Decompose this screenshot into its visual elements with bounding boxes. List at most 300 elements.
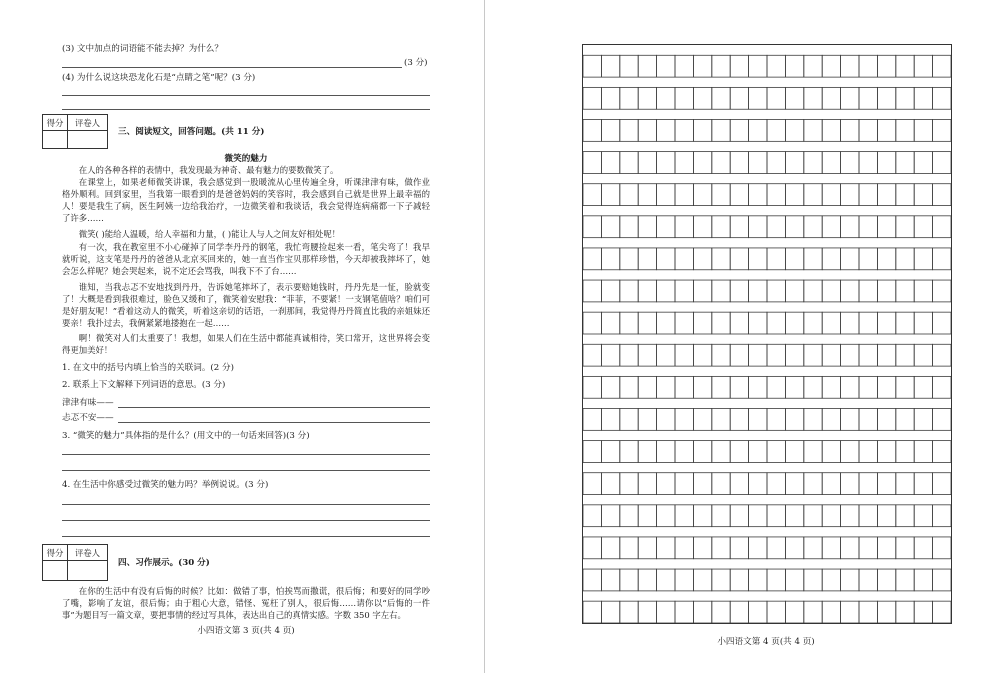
grid-cell[interactable]	[749, 473, 767, 495]
grid-cell[interactable]	[785, 344, 803, 366]
grid-cell[interactable]	[601, 280, 619, 302]
answer-line[interactable]	[62, 109, 430, 110]
grid-cell[interactable]	[712, 55, 730, 77]
grid-cell[interactable]	[767, 55, 785, 77]
grid-cell[interactable]	[767, 537, 785, 559]
grid-cell[interactable]	[767, 376, 785, 398]
grid-cell[interactable]	[896, 537, 914, 559]
grid-cell[interactable]	[620, 248, 638, 270]
grid-cell[interactable]	[749, 184, 767, 206]
grid-cell[interactable]	[767, 216, 785, 238]
grid-cell[interactable]	[712, 152, 730, 174]
grid-cell[interactable]	[601, 344, 619, 366]
grid-cell[interactable]	[859, 152, 877, 174]
grid-cell[interactable]	[822, 441, 840, 463]
grid-cell[interactable]	[841, 87, 859, 109]
grid-cell[interactable]	[657, 537, 675, 559]
grid-cell[interactable]	[785, 376, 803, 398]
answer-line[interactable]	[62, 454, 430, 455]
grid-cell[interactable]	[730, 409, 748, 431]
grid-cell[interactable]	[675, 441, 693, 463]
grid-cell[interactable]	[620, 537, 638, 559]
grid-cell[interactable]	[693, 120, 711, 142]
grid-cell[interactable]	[841, 312, 859, 334]
grid-cell[interactable]	[877, 537, 895, 559]
grid-cell[interactable]	[693, 344, 711, 366]
grid-cell[interactable]	[785, 280, 803, 302]
grid-cell[interactable]	[804, 441, 822, 463]
grid-cell[interactable]	[712, 409, 730, 431]
grid-cell[interactable]	[620, 120, 638, 142]
answer-line[interactable]	[62, 67, 402, 68]
grid-cell[interactable]	[583, 280, 601, 302]
grid-cell[interactable]	[657, 280, 675, 302]
grid-cell[interactable]	[933, 473, 951, 495]
grid-cell[interactable]	[933, 312, 951, 334]
grid-cell[interactable]	[693, 152, 711, 174]
grid-cell[interactable]	[675, 87, 693, 109]
grid-cell[interactable]	[841, 505, 859, 527]
grid-cell[interactable]	[877, 409, 895, 431]
grid-cell[interactable]	[841, 441, 859, 463]
grid-cell[interactable]	[583, 376, 601, 398]
grid-cell[interactable]	[914, 569, 932, 591]
grid-cell[interactable]	[896, 344, 914, 366]
grid-cell[interactable]	[620, 601, 638, 623]
grid-cell[interactable]	[822, 376, 840, 398]
grid-cell[interactable]	[638, 601, 656, 623]
grid-cell[interactable]	[583, 312, 601, 334]
grid-cell[interactable]	[767, 569, 785, 591]
grid-cell[interactable]	[638, 55, 656, 77]
grid-cell[interactable]	[601, 409, 619, 431]
grid-cell[interactable]	[693, 569, 711, 591]
grid-cell[interactable]	[675, 184, 693, 206]
grid-cell[interactable]	[693, 55, 711, 77]
grid-cell[interactable]	[896, 248, 914, 270]
grid-cell[interactable]	[620, 505, 638, 527]
grid-cell[interactable]	[675, 376, 693, 398]
grid-cell[interactable]	[730, 216, 748, 238]
grid-cell[interactable]	[822, 55, 840, 77]
grid-cell[interactable]	[749, 441, 767, 463]
grid-cell[interactable]	[914, 152, 932, 174]
grid-cell[interactable]	[601, 601, 619, 623]
grid-cell[interactable]	[749, 601, 767, 623]
grid-cell[interactable]	[620, 441, 638, 463]
grid-row[interactable]	[583, 280, 951, 302]
grid-cell[interactable]	[620, 409, 638, 431]
grid-cell[interactable]	[638, 441, 656, 463]
grid-cell[interactable]	[804, 120, 822, 142]
grid-cell[interactable]	[933, 152, 951, 174]
grid-cell[interactable]	[601, 569, 619, 591]
grid-cell[interactable]	[785, 312, 803, 334]
grid-cell[interactable]	[804, 569, 822, 591]
grid-cell[interactable]	[657, 601, 675, 623]
grid-cell[interactable]	[785, 184, 803, 206]
grid-cell[interactable]	[877, 569, 895, 591]
grid-cell[interactable]	[657, 312, 675, 334]
grid-cell[interactable]	[914, 55, 932, 77]
grid-cell[interactable]	[841, 569, 859, 591]
grid-cell[interactable]	[583, 409, 601, 431]
grid-cell[interactable]	[767, 152, 785, 174]
score-cell[interactable]	[43, 131, 68, 149]
grid-cell[interactable]	[914, 312, 932, 334]
grid-cell[interactable]	[620, 216, 638, 238]
grid-cell[interactable]	[638, 312, 656, 334]
grid-cell[interactable]	[601, 376, 619, 398]
grid-cell[interactable]	[877, 280, 895, 302]
grid-cell[interactable]	[841, 409, 859, 431]
grid-cell[interactable]	[712, 376, 730, 398]
grid-cell[interactable]	[804, 152, 822, 174]
grid-cell[interactable]	[859, 312, 877, 334]
grid-cell[interactable]	[657, 344, 675, 366]
grid-cell[interactable]	[657, 409, 675, 431]
grid-cell[interactable]	[675, 216, 693, 238]
grid-cell[interactable]	[841, 152, 859, 174]
grid-cell[interactable]	[859, 87, 877, 109]
grid-cell[interactable]	[785, 87, 803, 109]
grid-cell[interactable]	[914, 409, 932, 431]
grid-cell[interactable]	[822, 473, 840, 495]
grid-cell[interactable]	[730, 537, 748, 559]
grid-cell[interactable]	[601, 216, 619, 238]
grid-cell[interactable]	[841, 248, 859, 270]
grid-cell[interactable]	[877, 248, 895, 270]
grid-cell[interactable]	[693, 601, 711, 623]
grid-cell[interactable]	[712, 120, 730, 142]
grid-cell[interactable]	[638, 184, 656, 206]
grid-cell[interactable]	[804, 216, 822, 238]
grid-cell[interactable]	[822, 537, 840, 559]
grid-cell[interactable]	[877, 120, 895, 142]
answer-line[interactable]	[62, 470, 430, 471]
grid-cell[interactable]	[933, 376, 951, 398]
grid-row[interactable]	[583, 505, 951, 527]
grid-cell[interactable]	[822, 248, 840, 270]
grid-cell[interactable]	[638, 473, 656, 495]
grid-cell[interactable]	[859, 409, 877, 431]
grid-cell[interactable]	[767, 280, 785, 302]
grid-cell[interactable]	[933, 184, 951, 206]
grid-row[interactable]	[583, 184, 951, 206]
grid-cell[interactable]	[657, 505, 675, 527]
grid-cell[interactable]	[859, 441, 877, 463]
grid-cell[interactable]	[785, 120, 803, 142]
grid-cell[interactable]	[877, 312, 895, 334]
grid-cell[interactable]	[785, 216, 803, 238]
composition-grid[interactable]	[582, 44, 952, 624]
grid-cell[interactable]	[583, 344, 601, 366]
grid-cell[interactable]	[822, 601, 840, 623]
grid-cell[interactable]	[675, 344, 693, 366]
grid-row[interactable]	[583, 152, 951, 174]
grid-cell[interactable]	[693, 312, 711, 334]
grid-cell[interactable]	[657, 152, 675, 174]
grid-cell[interactable]	[767, 441, 785, 463]
grid-cell[interactable]	[859, 537, 877, 559]
grid-cell[interactable]	[749, 409, 767, 431]
grid-cell[interactable]	[675, 280, 693, 302]
grid-cell[interactable]	[601, 120, 619, 142]
grid-cell[interactable]	[693, 441, 711, 463]
grid-cell[interactable]	[767, 184, 785, 206]
grid-cell[interactable]	[638, 376, 656, 398]
grid-cell[interactable]	[712, 537, 730, 559]
grid-cell[interactable]	[804, 184, 822, 206]
grid-row[interactable]	[583, 537, 951, 559]
grid-cell[interactable]	[767, 248, 785, 270]
grid-cell[interactable]	[657, 473, 675, 495]
grid-cell[interactable]	[841, 216, 859, 238]
grid-cell[interactable]	[859, 344, 877, 366]
grid-cell[interactable]	[933, 55, 951, 77]
grid-cell[interactable]	[712, 216, 730, 238]
grid-cell[interactable]	[841, 55, 859, 77]
grid-cell[interactable]	[914, 601, 932, 623]
grid-cell[interactable]	[675, 55, 693, 77]
grid-cell[interactable]	[620, 473, 638, 495]
grid-cell[interactable]	[638, 280, 656, 302]
grid-cell[interactable]	[896, 184, 914, 206]
grid-cell[interactable]	[896, 120, 914, 142]
grid-cell[interactable]	[785, 569, 803, 591]
grid-cell[interactable]	[933, 601, 951, 623]
grid-cell[interactable]	[804, 601, 822, 623]
grid-cell[interactable]	[804, 55, 822, 77]
grid-cell[interactable]	[601, 184, 619, 206]
grid-cell[interactable]	[730, 248, 748, 270]
grid-cell[interactable]	[620, 55, 638, 77]
grid-cell[interactable]	[583, 441, 601, 463]
grid-cell[interactable]	[583, 120, 601, 142]
grid-cell[interactable]	[822, 120, 840, 142]
grid-cell[interactable]	[822, 280, 840, 302]
grid-cell[interactable]	[859, 120, 877, 142]
grid-cell[interactable]	[638, 505, 656, 527]
grid-cell[interactable]	[767, 344, 785, 366]
grid-cell[interactable]	[896, 280, 914, 302]
grid-cell[interactable]	[693, 537, 711, 559]
grid-cell[interactable]	[767, 312, 785, 334]
grid-cell[interactable]	[767, 473, 785, 495]
grid-cell[interactable]	[675, 569, 693, 591]
grid-cell[interactable]	[583, 184, 601, 206]
grid-cell[interactable]	[785, 248, 803, 270]
grid-cell[interactable]	[804, 473, 822, 495]
grid-cell[interactable]	[822, 184, 840, 206]
grid-cell[interactable]	[730, 505, 748, 527]
grid-cell[interactable]	[712, 184, 730, 206]
grid-cell[interactable]	[620, 184, 638, 206]
grid-cell[interactable]	[583, 55, 601, 77]
grid-cell[interactable]	[804, 248, 822, 270]
grid-cell[interactable]	[693, 505, 711, 527]
grid-cell[interactable]	[822, 505, 840, 527]
grid-cell[interactable]	[767, 120, 785, 142]
grid-cell[interactable]	[896, 152, 914, 174]
grid-cell[interactable]	[933, 120, 951, 142]
grid-cell[interactable]	[822, 312, 840, 334]
grid-cell[interactable]	[841, 601, 859, 623]
grid-cell[interactable]	[620, 87, 638, 109]
grid-cell[interactable]	[933, 216, 951, 238]
answer-line[interactable]	[62, 504, 430, 505]
grid-cell[interactable]	[804, 280, 822, 302]
grid-cell[interactable]	[583, 569, 601, 591]
grid-cell[interactable]	[859, 505, 877, 527]
grid-cell[interactable]	[859, 55, 877, 77]
grid-cell[interactable]	[877, 216, 895, 238]
grid-cell[interactable]	[693, 473, 711, 495]
grid-cell[interactable]	[877, 376, 895, 398]
grid-cell[interactable]	[638, 409, 656, 431]
grid-cell[interactable]	[785, 409, 803, 431]
grid-cell[interactable]	[712, 312, 730, 334]
grid-cell[interactable]	[749, 569, 767, 591]
grid-cell[interactable]	[933, 409, 951, 431]
grid-cell[interactable]	[841, 280, 859, 302]
grid-cell[interactable]	[785, 601, 803, 623]
grid-cell[interactable]	[914, 376, 932, 398]
grid-cell[interactable]	[933, 569, 951, 591]
grid-cell[interactable]	[896, 216, 914, 238]
grid-cell[interactable]	[804, 537, 822, 559]
grid-row[interactable]	[583, 344, 951, 366]
grid-cell[interactable]	[620, 344, 638, 366]
grid-cell[interactable]	[693, 184, 711, 206]
grid-cell[interactable]	[657, 216, 675, 238]
grid-cell[interactable]	[822, 409, 840, 431]
grid-cell[interactable]	[749, 152, 767, 174]
grid-cell[interactable]	[657, 55, 675, 77]
grid-row[interactable]	[583, 376, 951, 398]
grid-cell[interactable]	[822, 569, 840, 591]
grid-cell[interactable]	[657, 248, 675, 270]
grid-cell[interactable]	[730, 87, 748, 109]
grid-cell[interactable]	[583, 87, 601, 109]
grid-cell[interactable]	[693, 409, 711, 431]
grid-cell[interactable]	[583, 248, 601, 270]
grid-cell[interactable]	[896, 55, 914, 77]
grid-cell[interactable]	[914, 505, 932, 527]
grid-cell[interactable]	[712, 441, 730, 463]
grid-cell[interactable]	[914, 184, 932, 206]
grid-cell[interactable]	[693, 248, 711, 270]
grid-cell[interactable]	[638, 120, 656, 142]
grid-cell[interactable]	[822, 344, 840, 366]
grid-cell[interactable]	[675, 248, 693, 270]
grid-cell[interactable]	[749, 216, 767, 238]
grid-cell[interactable]	[712, 87, 730, 109]
grid-row[interactable]	[583, 441, 951, 463]
grid-cell[interactable]	[841, 120, 859, 142]
grid-cell[interactable]	[712, 505, 730, 527]
grid-cell[interactable]	[914, 248, 932, 270]
grid-cell[interactable]	[730, 120, 748, 142]
grid-cell[interactable]	[675, 505, 693, 527]
grid-cell[interactable]	[877, 344, 895, 366]
grid-cell[interactable]	[933, 505, 951, 527]
grid-cell[interactable]	[601, 248, 619, 270]
grid-cell[interactable]	[583, 473, 601, 495]
grid-cell[interactable]	[749, 312, 767, 334]
grid-cell[interactable]	[749, 376, 767, 398]
grid-cell[interactable]	[712, 601, 730, 623]
grid-cell[interactable]	[675, 152, 693, 174]
grid-cell[interactable]	[859, 473, 877, 495]
grid-cell[interactable]	[896, 312, 914, 334]
grid-cell[interactable]	[933, 248, 951, 270]
grid-cell[interactable]	[914, 120, 932, 142]
grid-cell[interactable]	[693, 280, 711, 302]
grid-cell[interactable]	[675, 409, 693, 431]
grid-cell[interactable]	[730, 473, 748, 495]
grid-cell[interactable]	[914, 473, 932, 495]
grader-cell[interactable]	[68, 561, 108, 581]
grid-cell[interactable]	[804, 312, 822, 334]
grid-cell[interactable]	[583, 601, 601, 623]
grid-cell[interactable]	[730, 344, 748, 366]
grid-cell[interactable]	[601, 55, 619, 77]
grid-cell[interactable]	[712, 473, 730, 495]
grid-cell[interactable]	[859, 376, 877, 398]
grid-cell[interactable]	[693, 87, 711, 109]
grid-cell[interactable]	[933, 537, 951, 559]
grid-cell[interactable]	[804, 344, 822, 366]
grid-row[interactable]	[583, 87, 951, 109]
grid-cell[interactable]	[620, 280, 638, 302]
grid-cell[interactable]	[638, 152, 656, 174]
grid-cell[interactable]	[859, 184, 877, 206]
grid-cell[interactable]	[601, 473, 619, 495]
grid-cell[interactable]	[638, 248, 656, 270]
grid-cell[interactable]	[620, 152, 638, 174]
grid-cell[interactable]	[675, 473, 693, 495]
grid-cell[interactable]	[822, 152, 840, 174]
grid-cell[interactable]	[914, 441, 932, 463]
grid-cell[interactable]	[749, 344, 767, 366]
score-cell[interactable]	[43, 561, 68, 581]
grid-cell[interactable]	[712, 280, 730, 302]
grid-cell[interactable]	[712, 248, 730, 270]
grid-cell[interactable]	[601, 505, 619, 527]
grid-cell[interactable]	[914, 216, 932, 238]
grid-cell[interactable]	[859, 569, 877, 591]
grid-cell[interactable]	[841, 344, 859, 366]
grid-cell[interactable]	[749, 248, 767, 270]
grid-cell[interactable]	[785, 152, 803, 174]
grid-cell[interactable]	[749, 120, 767, 142]
grid-cell[interactable]	[767, 409, 785, 431]
grid-cell[interactable]	[730, 312, 748, 334]
grid-cell[interactable]	[877, 505, 895, 527]
grid-cell[interactable]	[712, 569, 730, 591]
grid-cell[interactable]	[841, 184, 859, 206]
grid-cell[interactable]	[693, 216, 711, 238]
grid-cell[interactable]	[620, 312, 638, 334]
grid-cell[interactable]	[712, 344, 730, 366]
grid-cell[interactable]	[804, 409, 822, 431]
grid-cell[interactable]	[657, 87, 675, 109]
grid-cell[interactable]	[767, 505, 785, 527]
grid-cell[interactable]	[638, 537, 656, 559]
grid-cell[interactable]	[914, 344, 932, 366]
grid-cell[interactable]	[638, 569, 656, 591]
